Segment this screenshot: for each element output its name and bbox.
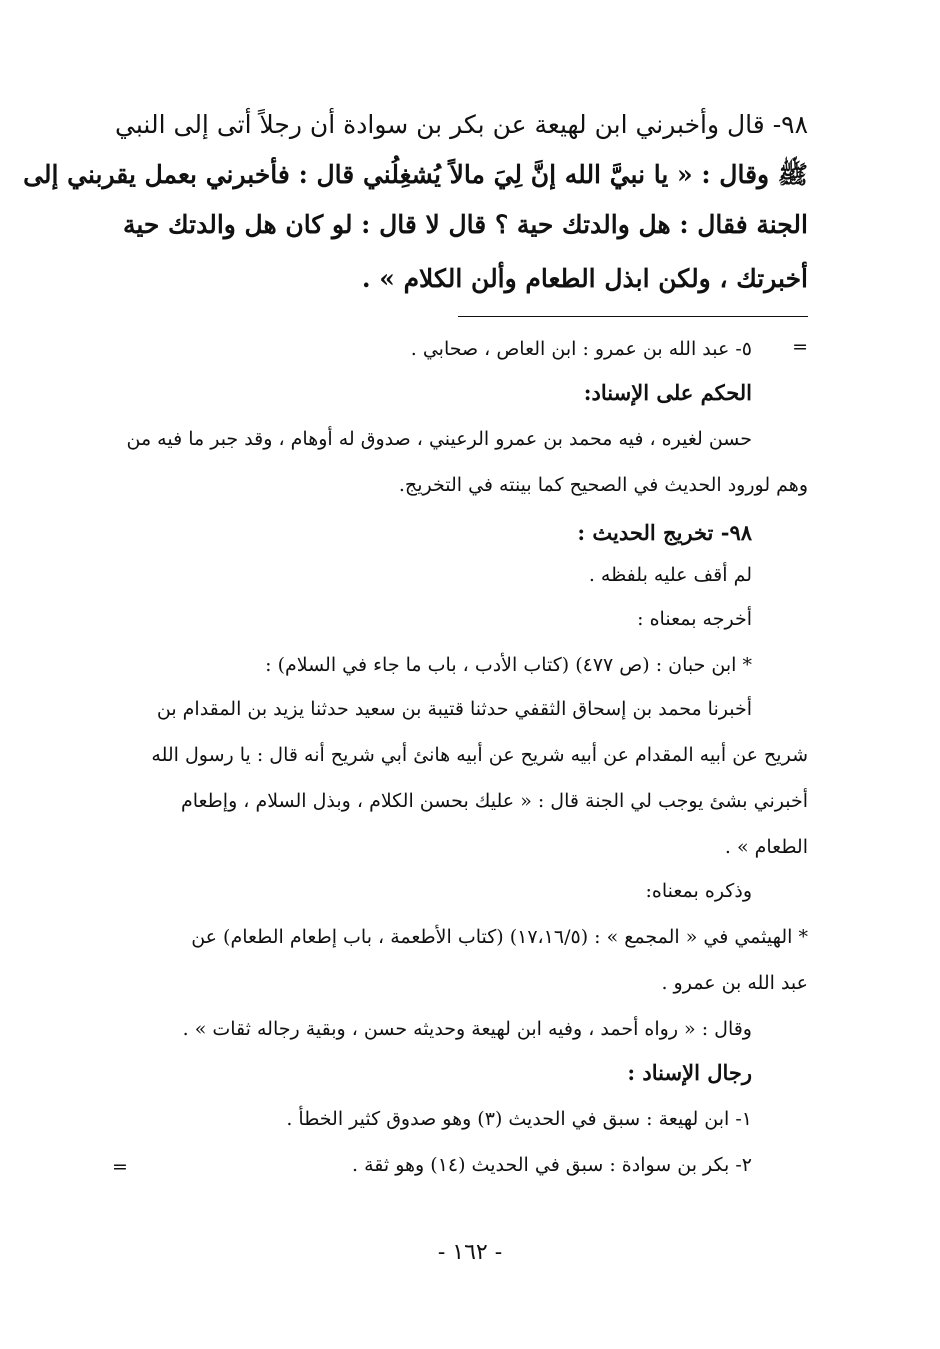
hibban-line-1: أخبرنا محمد بن إسحاق الثقفي حدثنا قتيبة بن سعيد حدثنا يزيد بن المقدام بن — [156, 698, 752, 720]
mentioned-by-meaning: وذكره بمعناه: — [645, 880, 752, 902]
hadith-line-2: ﷺ وقال : « يا نبيَّ الله إنَّ لِيَ مالاً يُشغِلُني قال : فأخبرني بعمل يقربني إلى — [23, 160, 808, 189]
not-found-note: لم أقف عليه بلفظه . — [588, 564, 752, 586]
ibn-hibban-ref: * ابن حبان : (ص ٤٧٧) (كتاب الأدب ، باب ما جاء في السلام) : — [265, 654, 752, 676]
isnad-ruling-heading: الحكم على الإسناد: — [583, 380, 752, 405]
continuation-mark-top: = — [792, 336, 808, 358]
hibban-line-3: أخبرني بشئ يوجب لي الجنة قال : « عليك بحسن الكلام ، وبذل السلام ، وإطعام — [180, 790, 808, 812]
hadith-line-3: الجنة فقال : هل والدتك حية ؟ قال لا قال : لو كان هل والدتك حية — [122, 210, 808, 239]
hadith-line-1: ٩٨- قال وأخبرني ابن لهيعة عن بكر بن سوادة أن رجلاً أتى إلى النبي — [115, 110, 808, 139]
ruling-line-1: حسن لغيره ، فيه محمد بن عمرو الرعيني ، صدوق له أوهام ، وقد جبر ما فيه من — [126, 428, 752, 450]
haythami-line-2: عبد الله بن عمرو . — [661, 972, 808, 994]
hadith-line-4: أخبرتك ، ولكن ابذل الطعام وألن الكلام » . — [361, 264, 808, 293]
haythami-said: وقال : « رواه أحمد ، وفيه ابن لهيعة وحديثه حسن ، وبقية رجاله ثقات » . — [182, 1018, 752, 1040]
hibban-line-2: شريح عن أبيه المقدام عن أبيه شريح عن أبيه هانئ أبي شريح أنه قال : يا رسول الله — [151, 744, 808, 766]
page-number: - ١٦٢ - — [437, 1240, 503, 1265]
rijal-1: ١- ابن لهيعة : سبق في الحديث (٣) وهو صدوق كثير الخطأ . — [286, 1108, 752, 1130]
haythami-line-1: * الهيثمي في « المجمع » : (١٧،١٦/٥) (كتاب الأطعمة ، باب إطعام الطعام) عن — [191, 926, 808, 948]
rijal-heading: رجال الإسناد : — [627, 1060, 752, 1085]
takhrij-heading: ٩٨- تخريج الحديث : — [577, 520, 752, 545]
by-meaning-note: أخرجه بمعناه : — [637, 608, 752, 630]
continuation-mark-bottom: = — [112, 1156, 128, 1178]
narrator-5: ٥- عبد الله بن عمرو : ابن العاص ، صحابي . — [410, 338, 752, 360]
hibban-line-4: الطعام » . — [724, 836, 808, 858]
footnote-separator — [458, 316, 808, 317]
ruling-line-2: وهم لورود الحديث في الصحيح كما بينته في التخريج. — [398, 474, 808, 496]
rijal-2: ٢- بكر بن سوادة : سبق في الحديث (١٤) وهو ثقة . — [352, 1154, 752, 1176]
